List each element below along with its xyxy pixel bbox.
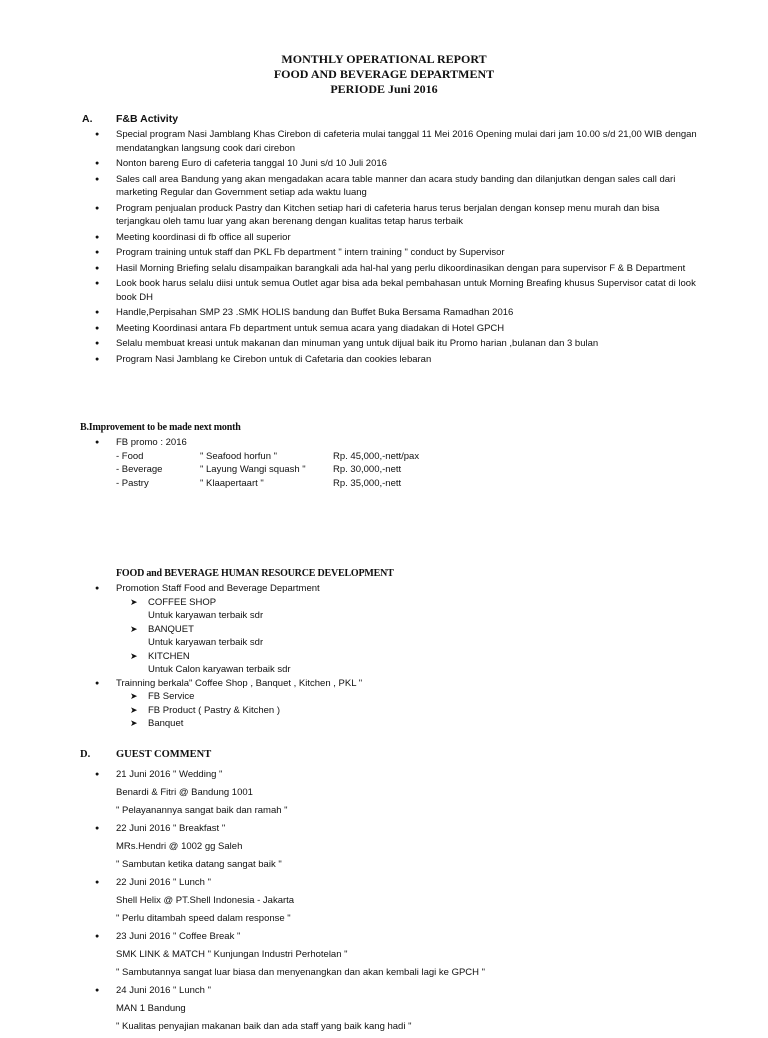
promo-row	[116, 463, 616, 477]
promotion-entry	[130, 596, 616, 623]
guest-comment	[116, 876, 636, 930]
comment-text: " Kualitas penyajian makanan baik dan ada staff yang baik kang hadi "	[116, 1021, 412, 1032]
promotion-entry	[130, 650, 616, 677]
arrow-icon: ➤	[130, 704, 138, 715]
activity-item: ● Special program Nasi Jamblang Khas Cirebon di cafeteria mulai tanggal 11 Mei 2016 Opening mulai dari jam 10.00 s/d 21,00 WIB dengan mendatangkan langsung cook dari cirebon	[116, 128, 700, 155]
section-b-heading: B.Improvement to be made next month	[80, 422, 241, 433]
arrow-icon: ➤	[130, 718, 138, 728]
activity-item: ● Program Nasi Jamblang ke Cirebon untuk di Cafetaria dan cookies lebaran	[116, 353, 700, 367]
section-d-heading: GUEST COMMENT	[116, 749, 212, 760]
training-label: Banquet	[148, 718, 184, 729]
training-label: FB Product ( Pastry & Kitchen )	[148, 704, 280, 716]
promotion-entry	[130, 623, 616, 650]
guest-comment	[116, 930, 636, 984]
training-label: FB Service	[148, 691, 195, 702]
promo-category: - Beverage	[116, 464, 163, 475]
promo-title	[116, 436, 616, 490]
comment-date: ● 22 Juni 2016 " Breakfast "	[116, 823, 226, 834]
promotion-note: Untuk karyawan terbaik sdr	[148, 637, 264, 648]
report-title-line2: FOOD AND BEVERAGE DEPARTMENT	[273, 67, 495, 81]
section-b-list	[116, 436, 616, 490]
section-a-letter: A.	[82, 113, 93, 125]
comment-text: " Sambutannya sangat luar biasa dan menyenangkan dan akan kembali lagi ke GPCH "	[116, 967, 486, 978]
training-title: ● Trainning berkala" Coffee Shop , Banquet , Kitchen , PKL "	[116, 677, 363, 689]
guest-comment	[116, 822, 636, 876]
promo-title-text: ● FB promo : 2016	[116, 437, 187, 448]
training-item	[116, 677, 616, 731]
activity-item: ● Program training untuk staff dan PKL Fb department " intern training " conduct by Supervisor	[116, 246, 700, 260]
comment-guest: MAN 1 Bandung	[116, 1003, 186, 1014]
promotion-item	[116, 582, 616, 677]
promotion-label: BANQUET	[148, 623, 194, 635]
activity-item: ● Meeting Koordinasi antara Fb department untuk semua acara yang diadakan di Hotel GPCH	[116, 322, 700, 336]
promo-item: " Seafood horfun "	[200, 450, 277, 462]
report-title-line1: MONTHLY OPERATIONAL REPORT	[281, 52, 487, 66]
promo-category: - Pastry	[116, 477, 149, 489]
section-d-letter: D.	[80, 749, 91, 760]
arrow-icon: ➤	[130, 691, 138, 701]
promo-row	[116, 477, 616, 491]
promotion-label: KITCHEN	[148, 650, 190, 662]
arrow-icon: ➤	[130, 650, 138, 661]
comment-date: ● 23 Juni 2016 " Coffee Break "	[116, 931, 241, 942]
activity-item: ● Meeting koordinasi di fb office all superior	[116, 231, 700, 245]
activity-item: ● Program penjualan produck Pastry dan Kitchen setiap hari di cafeteria harus terus berjalan dengan konsep menu murah dan bisa terjangkau oleh tamu luar yang akan berenang dengan kualitas tetap harus terbaik	[116, 202, 700, 229]
activity-item: ● Handle,Perpisahan SMP 23 .SMK HOLIS bandung dan Buffet Buka Bersama Ramadhan 2016	[116, 306, 700, 320]
promo-category: - Food	[116, 450, 144, 462]
promo-price: Rp. 30,000,-nett	[333, 464, 402, 475]
activity-item: ● Sales call area Bandung yang akan mengadakan acara table manner dan acara study banding dan dilanjutkan dengan sales call dari marketing Regular dan Government setiap ada waktu luang	[116, 173, 700, 200]
training-entry	[130, 704, 616, 718]
guest-comment	[116, 984, 636, 1038]
guest-comment-list	[116, 768, 636, 1038]
report-title	[0, 52, 768, 97]
comment-guest: SMK LINK & MATCH " Kunjungan Industri Perhotelan "	[116, 949, 348, 960]
section-hr-heading: FOOD and BEVERAGE HUMAN RESOURCE DEVELOPMENT	[116, 568, 394, 579]
training-entry	[130, 717, 616, 731]
activity-item: ● Selalu membuat kreasi untuk makanan dan minuman yang untuk dijual baik itu Promo harian ,bulanan dan 3 bulan	[116, 337, 700, 351]
section-a-list	[116, 128, 700, 366]
promotion-title: ● Promotion Staff Food and Beverage Department	[116, 583, 320, 594]
training-list	[130, 690, 616, 731]
comment-text: " Sambutan ketika datang sangat baik "	[116, 859, 282, 870]
activity-item: ● Look book harus selalu diisi untuk semua Outlet agar bisa ada bekal pembahasan untuk Morning Breafing khusus Supervisor catat di look book DH	[116, 277, 700, 304]
comment-guest: Shell Helix @ PT.Shell Indonesia - Jakarta	[116, 895, 295, 906]
promo-item: " Klaapertaart "	[200, 477, 264, 489]
activity-item: ● Hasil Morning Briefing selalu disampaikan barangkali ada hal-hal yang perlu dikoordinasikan dengan para supervisor F & B Department	[116, 262, 700, 276]
promo-item: " Layung Wangi squash "	[200, 464, 306, 475]
training-entry	[130, 690, 616, 704]
comment-date: ● 22 Juni 2016 " Lunch "	[116, 877, 211, 888]
promotion-note: Untuk Calon karyawan terbaik sdr	[148, 664, 291, 675]
promotion-label: COFFEE SHOP	[148, 596, 217, 608]
arrow-icon: ➤	[130, 596, 138, 607]
promo-price: Rp. 35,000,-nett	[333, 477, 402, 489]
promo-row	[116, 450, 616, 464]
comment-guest: MRs.Hendri @ 1002 gg Saleh	[116, 841, 243, 852]
promo-price: Rp. 45,000,-nett/pax	[333, 450, 420, 462]
comment-text: " Perlu ditambah speed dalam response "	[116, 913, 291, 924]
comment-date: ● 21 Juni 2016 " Wedding "	[116, 769, 223, 780]
comment-guest: Benardi & Fitri @ Bandung 1001	[116, 787, 253, 798]
promotion-note: Untuk karyawan terbaik sdr	[148, 610, 264, 621]
report-title-line3: PERIODE Juni 2016	[330, 82, 438, 96]
comment-date: ● 24 Juni 2016 " Lunch "	[116, 985, 211, 996]
activity-item: ● Nonton bareng Euro di cafeteria tanggal 10 Juni s/d 10 Juli 2016	[116, 157, 700, 171]
section-a-heading: F&B Activity	[116, 113, 179, 125]
comment-text: " Pelayanannya sangat baik dan ramah "	[116, 805, 288, 816]
arrow-icon: ➤	[130, 623, 138, 634]
section-hr-list	[116, 582, 616, 731]
guest-comment	[116, 768, 636, 822]
promotion-list	[130, 596, 616, 677]
